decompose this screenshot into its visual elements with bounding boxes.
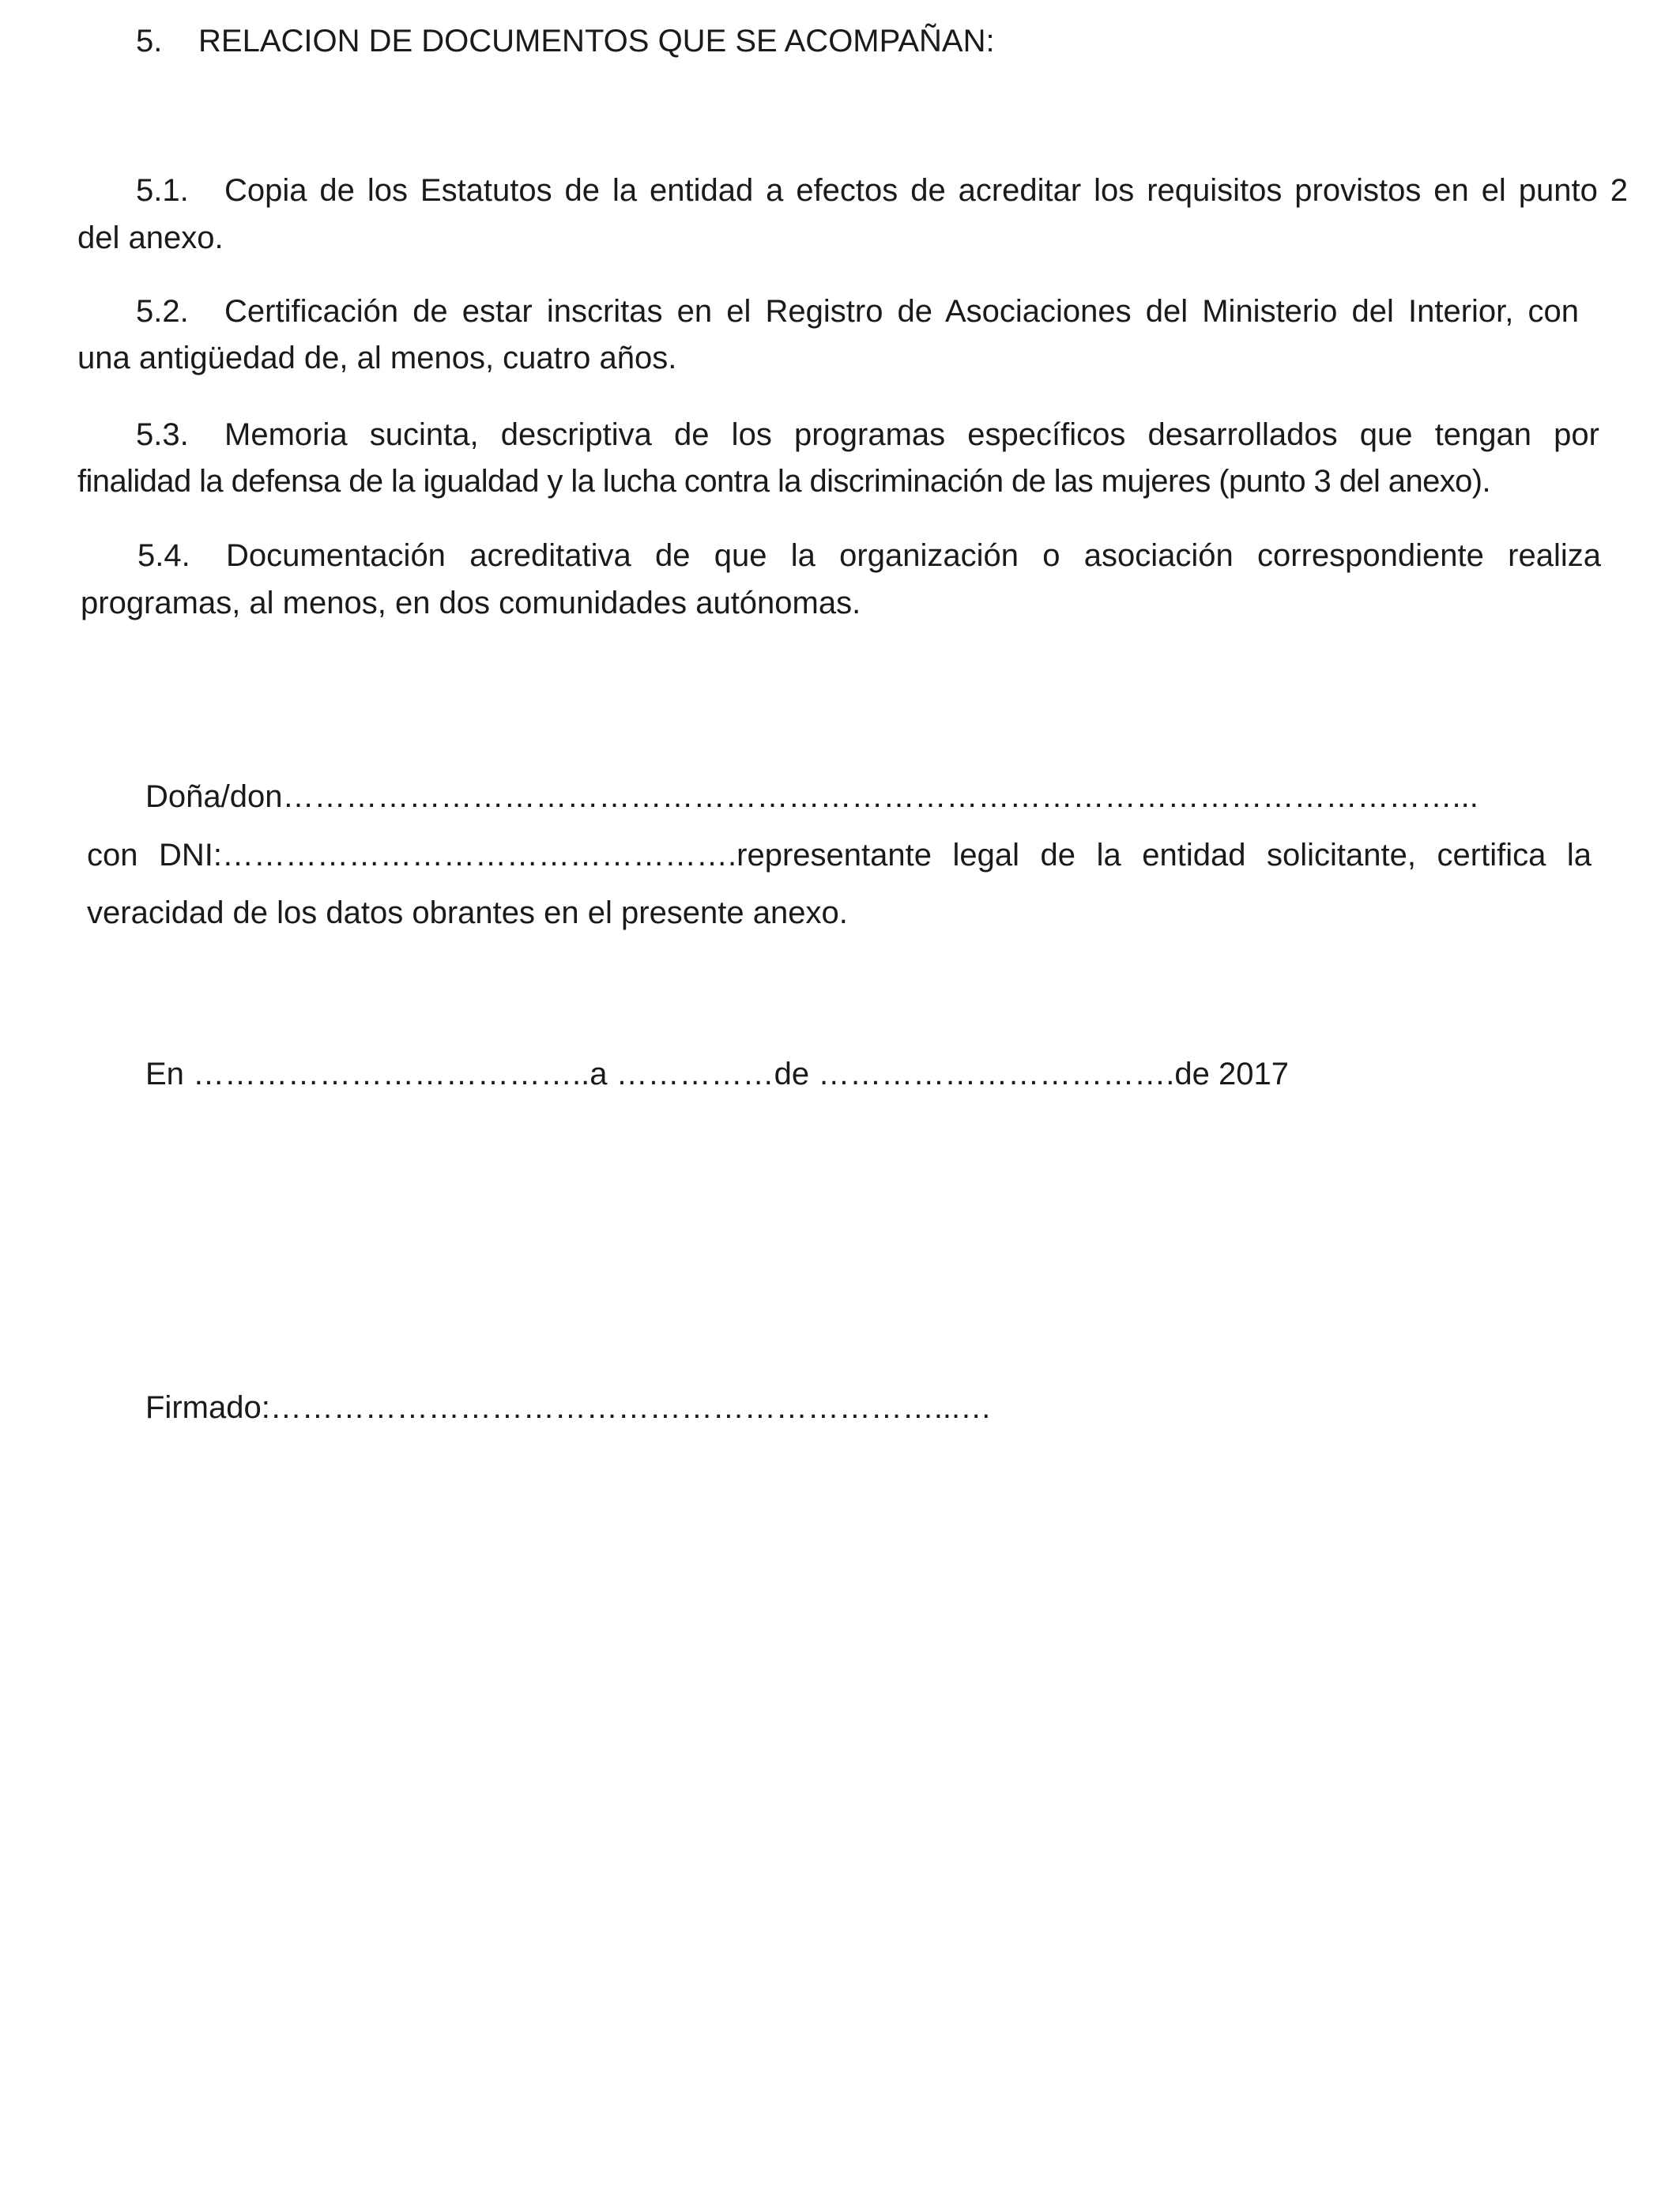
section-heading [136, 17, 995, 65]
place-date-line: En ………………………………..a ……………de …………………………….de 2017 [145, 1057, 1289, 1091]
item-5-1-line-2: del anexo. [77, 221, 224, 255]
item-5-3-line-1 [136, 411, 1599, 458]
item-number: 5.4. [137, 538, 190, 573]
item-5-2-line-2: una antigüedad de, al menos, cuatro años. [77, 341, 677, 375]
item-5-1-line-1 [136, 167, 1628, 214]
item-5-2-line-1 [136, 288, 1579, 335]
item-text: Documentación acreditativa de que la organización o asociación correspondiente realiza [226, 538, 1601, 573]
item-5-4-line-2: programas, al menos, en dos comunidades autónomas. [81, 586, 861, 620]
certification-name-line: Doña/don…………………………………………………………………………………………………... [145, 779, 1478, 814]
signature-line: Firmado:………………………………………………………...… [145, 1390, 993, 1425]
section-title: RELACION DE DOCUMENTOS QUE SE ACOMPAÑAN: [198, 24, 995, 58]
section-number: 5. [136, 24, 163, 58]
item-5-3-line-2: finalidad la defensa de la igualdad y la lucha contra la discriminación de las mujeres (punto 3 del anexo). [77, 464, 1491, 499]
item-text: Copia de los Estatutos de la entidad a efectos de acreditar los requisitos provistos en el punto 2 [224, 173, 1628, 208]
item-text: Certificación de estar inscritas en el Registro de Asociaciones del Ministerio del Interior, con [224, 294, 1579, 329]
item-text: Memoria sucinta, descriptiva de los programas específicos desarrollados que tengan por [224, 417, 1599, 452]
certification-veracity-line: veracidad de los datos obrantes en el presente anexo. [87, 895, 848, 930]
item-5-4-line-1 [137, 532, 1601, 579]
item-number: 5.1. [136, 173, 189, 208]
item-number: 5.3. [136, 417, 189, 452]
certification-dni-line: con DNI:………………………………………….representante legal de la entidad solicitante, certifica la [87, 838, 1591, 873]
item-number: 5.2. [136, 294, 189, 329]
